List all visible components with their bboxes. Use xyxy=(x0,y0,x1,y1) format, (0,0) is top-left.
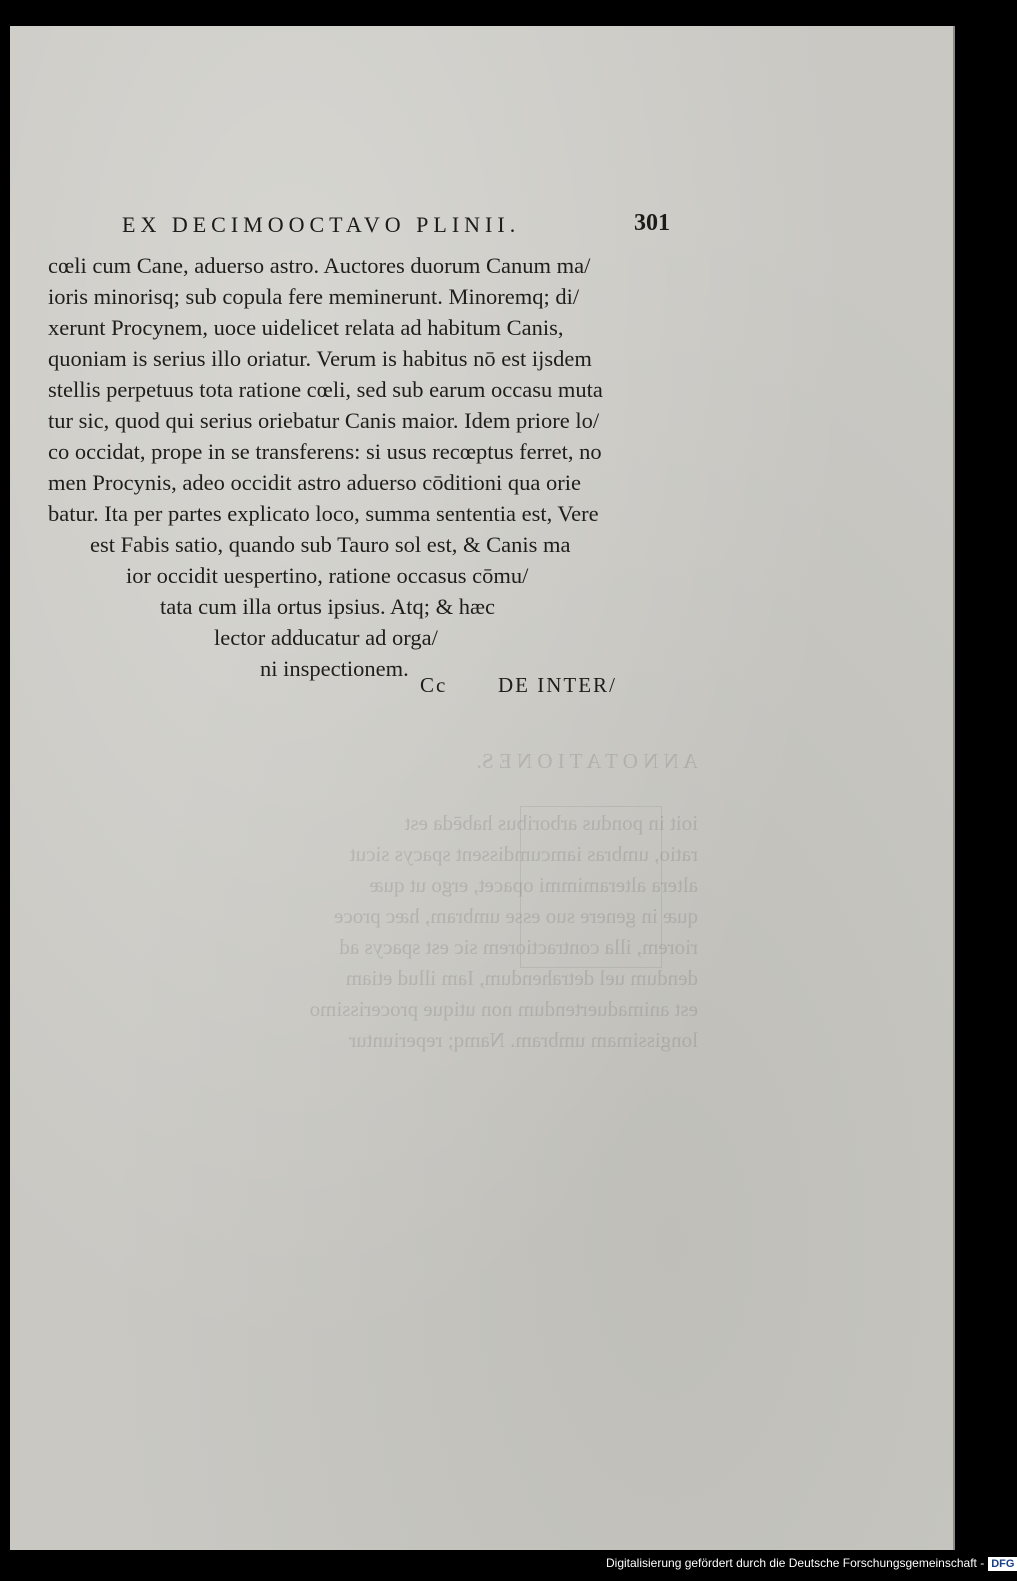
text-line: est Fabis satio, quando sub Tauro sol est, & Canis ma xyxy=(90,532,571,557)
text-line: xerunt Procynem, uoce uidelicet relata ad habitum Canis, xyxy=(48,315,564,340)
signature-mark: Cc xyxy=(420,673,448,697)
footer-text: Digitalisierung gefördert durch die Deutsche Forschungsgemeinschaft - xyxy=(606,1556,985,1570)
catchword: DE INTER/ xyxy=(498,673,617,697)
text-line: quoniam is serius illo oriatur. Verum is habitus nō est ijsdem xyxy=(48,346,592,371)
book-page xyxy=(10,26,955,1550)
show-through-text: A N N O T A T I O N E S. ioit in pondus arboribus habēda est ratio, umbras iamcumdissent spacys sicut altera alteramimmi opacet, ergo ut quæ quæ in genere suo esse umbram, hæc proce riorem, illa contractiorem sic est spacys ad dendum uel detrahendum, Iam illud etiam est animaduertendum non utique procerissimo longissimam umbram. Namq; reperiuntur xyxy=(309,749,698,1052)
text-line: lector adducatur ad orga/ xyxy=(214,625,438,650)
text-line: ioris minorisq; sub copula fere meminerunt. Minoremq; di/ xyxy=(48,284,580,309)
running-head: EX DECIMOOCTAVO PLINII. xyxy=(122,212,521,237)
text-line: tur sic, quod qui serius oriebatur Canis maior. Idem priore lo/ xyxy=(48,408,600,433)
text-line: cœli cum Cane, aduerso astro. Auctores duorum Canum ma/ xyxy=(48,253,591,278)
text-line: co occidat, prope in se transferens: si usus recœptus ferret, no xyxy=(48,439,602,464)
text-line: batur. Ita per partes explicato loco, summa sententia est, Vere xyxy=(48,501,599,526)
text-line: stellis perpetuus tota ratione cœli, sed sub earum occasu muta xyxy=(48,377,603,402)
text-line: ni inspectionem. xyxy=(260,656,409,681)
main-text-block xyxy=(48,250,668,684)
folio-number: 301 xyxy=(634,210,670,236)
dfg-logo: DFG xyxy=(988,1557,1017,1571)
digitization-footer xyxy=(606,1556,1017,1571)
text-line: men Procynis, adeo occidit astro aduerso cōditioni qua orie xyxy=(48,470,581,495)
text-line: ior occidit uespertino, ratione occasus cōmu/ xyxy=(126,563,529,588)
text-line: tata cum illa ortus ipsius. Atq; & hæc xyxy=(160,594,495,619)
